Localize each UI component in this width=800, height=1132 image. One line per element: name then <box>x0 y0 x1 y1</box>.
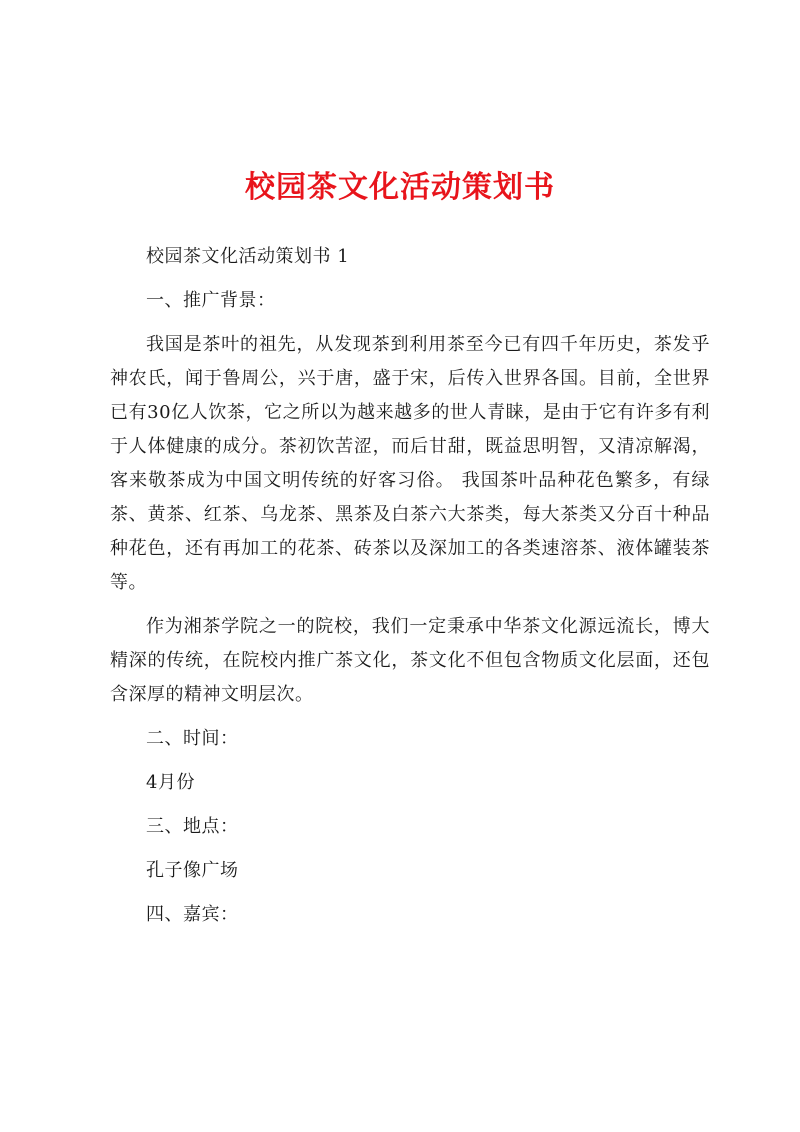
section-heading-place: 三、地点： <box>146 816 239 837</box>
document-body <box>110 240 710 932</box>
section-heading-time: 二、时间： <box>146 728 239 749</box>
time-value: 4月份 <box>146 772 195 793</box>
paragraph-background-1: 我国是茶叶的祖先，从发现茶到利用茶至今已有四千年历史，茶发乎神农氏，闻于鲁周公，兴于唐，盛于宋，后传入世界各国。目前，全世界已有30亿人饮茶，它之所以为越来越多的世人青睐，是由于它有许多有利于人体健康的成分。茶初饮苦涩，而后甘甜，既益思明智，又清凉解渴，客来敬茶成为中国文明传统的好客习俗。 我国茶叶品种花色繁多，有绿茶、黄茶、红茶、乌龙茶、黑茶及白茶六大茶类，每大茶类又分百十种品种花色，还有再加工的花茶、砖茶以及深加工的各类速溶茶、液体罐装茶等。 <box>110 334 710 593</box>
place-value: 孔子像广场 <box>146 860 239 881</box>
subtitle: 校园茶文化活动策划书 1 <box>146 246 350 267</box>
section-heading-guests: 四、嘉宾： <box>146 904 239 925</box>
paragraph-background-2: 作为湘茶学院之一的院校，我们一定秉承中华茶文化源远流长，博大精深的传统，在院校内推广茶文化，茶文化不但包含物质文化层面，还包含深厚的精神文明层次。 <box>110 616 710 705</box>
document-title: 校园茶文化活动策划书 <box>245 170 555 205</box>
section-heading-background: 一、推广背景： <box>146 290 276 311</box>
